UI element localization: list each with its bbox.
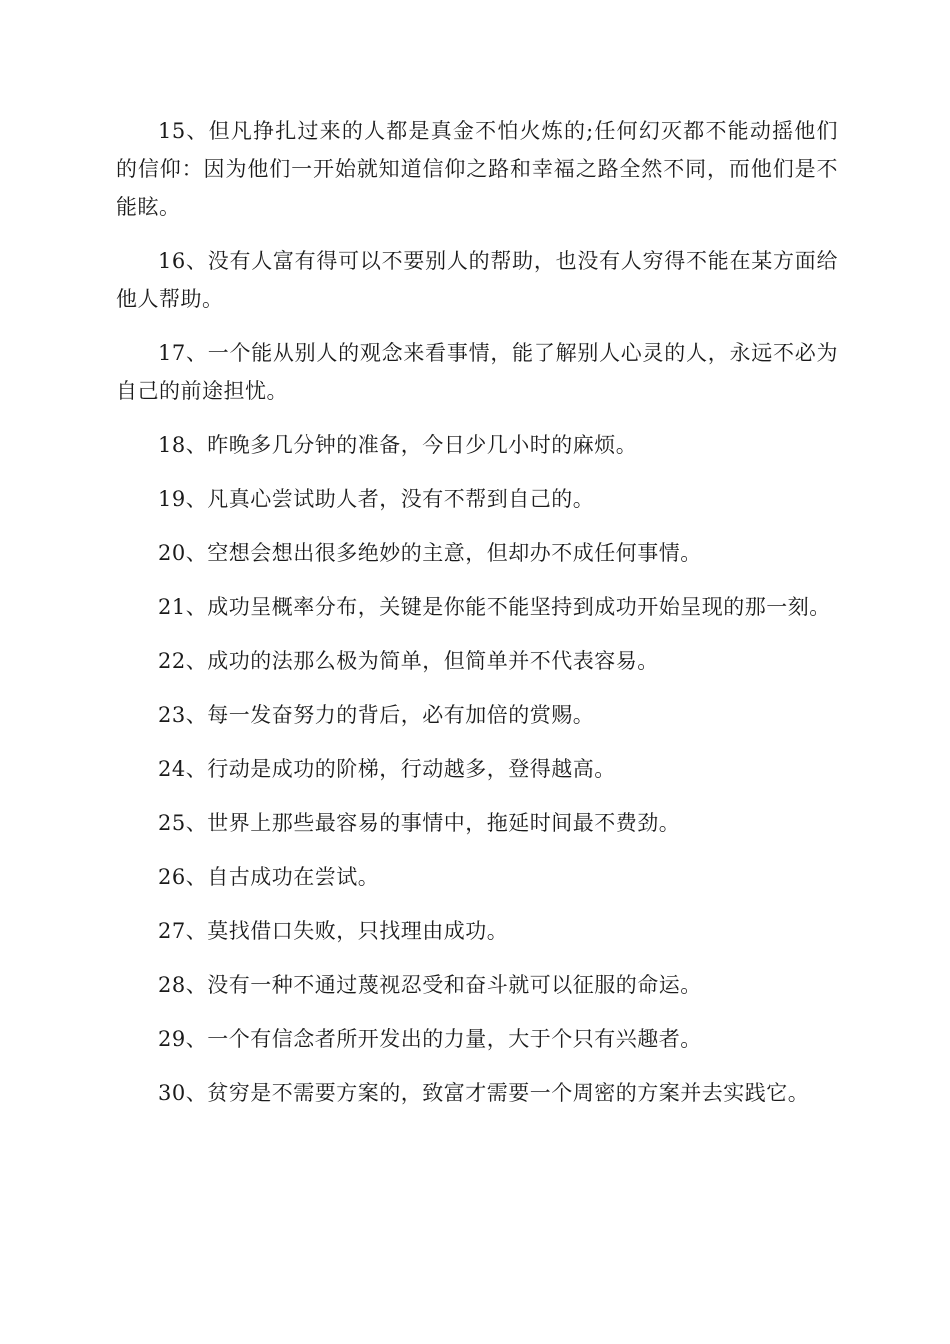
quote-paragraph-19: 19、凡真心尝试助人者，没有不帮到自己的。 <box>158 487 595 511</box>
quote-paragraph-25: 25、世界上那些最容易的事情中，拖延时间最不费劲。 <box>158 811 681 835</box>
quote-paragraph-16: 16、没有人富有得可以不要别人的帮助，也没有人穷得不能在某方面给他人帮助。 <box>116 249 838 311</box>
quote-paragraph-22: 22、成功的法那么极为简单，但简单并不代表容易。 <box>158 649 659 673</box>
quote-paragraph-15: 15、但凡挣扎过来的人都是真金不怕火炼的;任何幻灭都不能动摇他们的信仰：因为他们一开始就知道信仰之路和幸福之路全然不同，而他们是不能眩。 <box>116 119 838 219</box>
quote-paragraph-27: 27、莫找借口失败，只找理由成功。 <box>158 919 509 943</box>
quote-paragraph-21: 21、成功呈概率分布，关键是你能不能坚持到成功开始呈现的那一刻。 <box>158 595 831 619</box>
quote-paragraph-29: 29、一个有信念者所开发出的力量，大于个只有兴趣者。 <box>158 1027 702 1051</box>
quote-paragraph-23: 23、每一发奋努力的背后，必有加倍的赏赐。 <box>158 703 595 727</box>
quote-paragraph-18: 18、昨晚多几分钟的准备，今日少几小时的麻烦。 <box>158 433 638 457</box>
quote-paragraph-24: 24、行动是成功的阶梯，行动越多，登得越高。 <box>158 757 616 781</box>
quote-paragraph-26: 26、自古成功在尝试。 <box>158 865 380 889</box>
document-body <box>116 112 838 1128</box>
quote-paragraph-17: 17、一个能从别人的观念来看事情，能了解别人心灵的人，永远不必为自己的前途担忧。 <box>116 341 838 403</box>
quote-paragraph-30: 30、贫穷是不需要方案的，致富才需要一个周密的方案并去实践它。 <box>158 1081 810 1105</box>
quote-paragraph-20: 20、空想会想出很多绝妙的主意，但却办不成任何事情。 <box>158 541 702 565</box>
quote-paragraph-28: 28、没有一种不通过蔑视忍受和奋斗就可以征服的命运。 <box>158 973 702 997</box>
